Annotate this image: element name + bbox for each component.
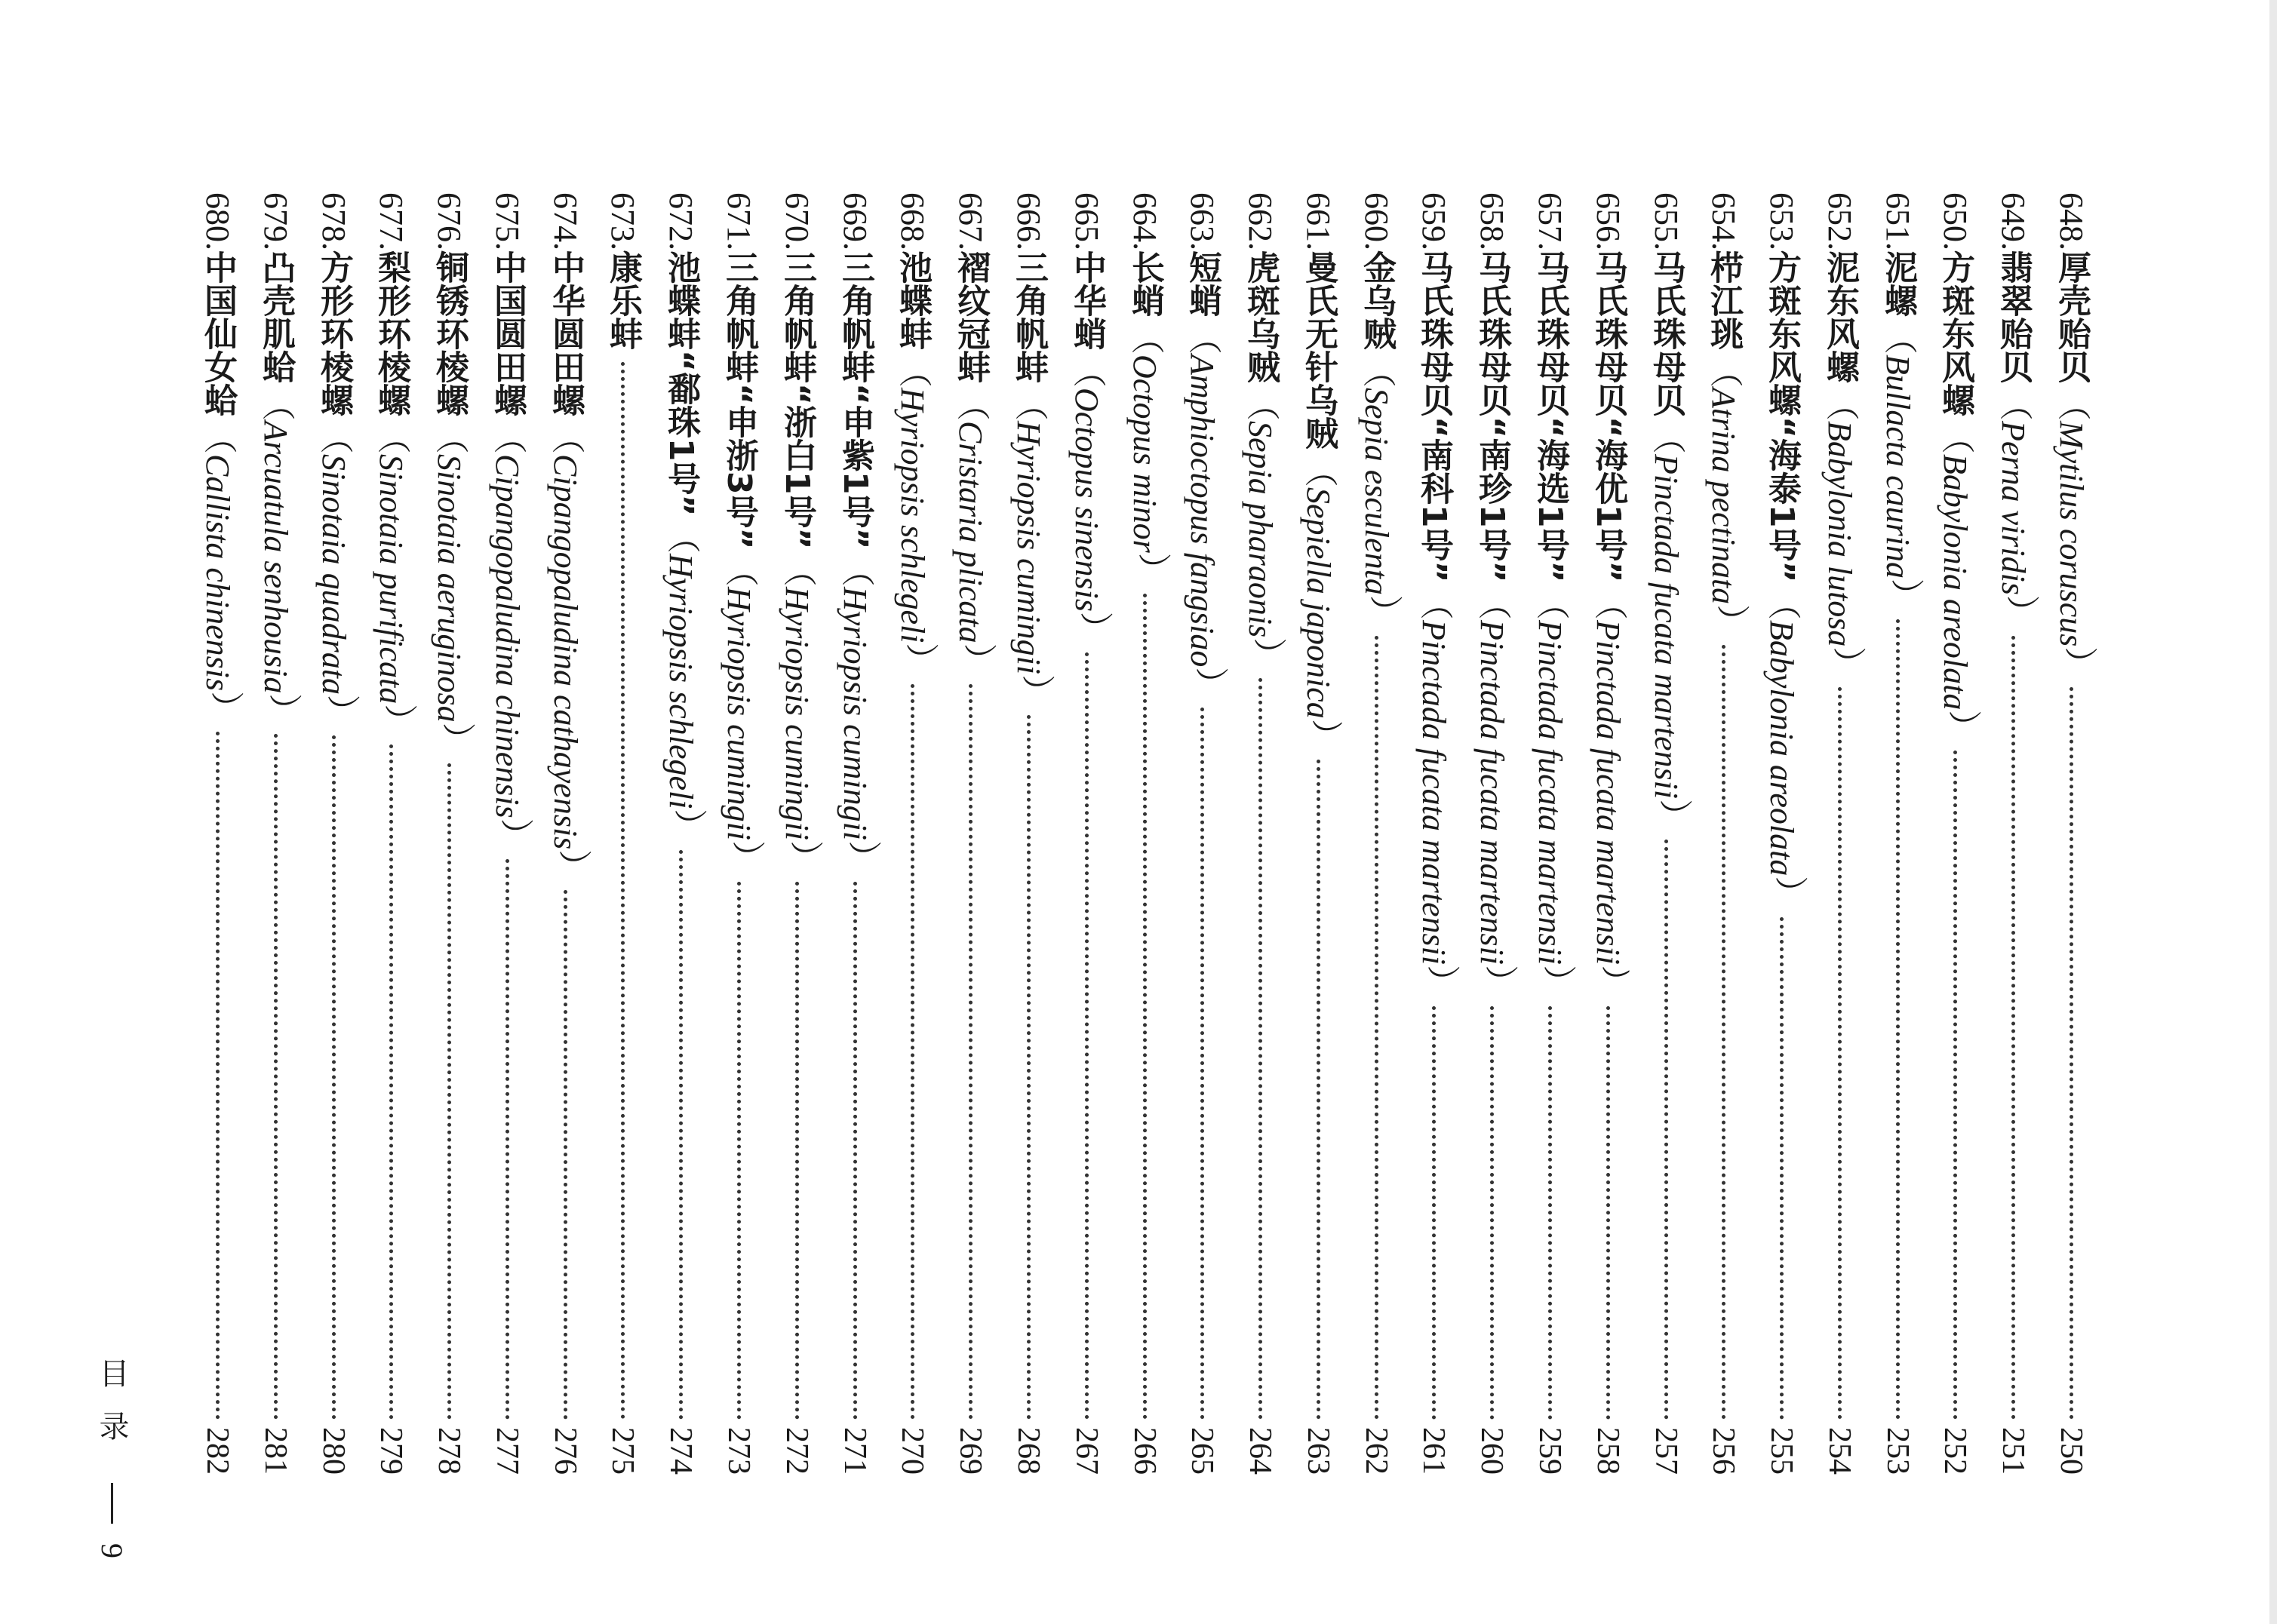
dot-leader: [621, 362, 625, 1420]
entry-scientific-name: （Hyriopsis schlegeli）: [662, 520, 699, 843]
dot-leader: [216, 732, 220, 1420]
dot-leader: [1722, 645, 1725, 1420]
entry-number: 680.: [199, 192, 236, 250]
dot-leader: [1780, 917, 1784, 1420]
entry-page-number: 272: [779, 1427, 814, 1475]
entry-page-number: 252: [1937, 1427, 1972, 1475]
entry-number: 667.: [952, 192, 989, 250]
dot-leader: [447, 763, 451, 1420]
entry-title: 栉江珧: [1704, 250, 1743, 350]
entry-title: 方斑东风螺“海泰1号”: [1762, 250, 1801, 583]
entry-page-number: 258: [1590, 1427, 1625, 1475]
entry-scientific-name: （Mytilus coruscus）: [2053, 388, 2090, 680]
entry-page-number: 278: [432, 1427, 466, 1475]
entry-scientific-name: （Sinotaia purificata）: [373, 421, 410, 738]
entry-title: 马氏珠母贝: [1647, 250, 1685, 416]
entry-page-number: 268: [1011, 1427, 1046, 1475]
entry-title: 长蛸: [1126, 250, 1164, 317]
entry-title: 泥螺: [1879, 250, 1917, 317]
entry-scientific-name: （Perna viridis）: [1995, 388, 2032, 628]
toc-entry[interactable]: [483, 192, 531, 1475]
entry-number: 661.: [1300, 192, 1337, 250]
page-footer: [91, 1358, 134, 1558]
dot-leader: [1375, 636, 1378, 1420]
entry-page-number: 276: [548, 1427, 582, 1475]
entry-scientific-name: （Atrina pectinata）: [1705, 355, 1742, 638]
entry-number: 665.: [1068, 192, 1105, 250]
entry-page-number: 279: [373, 1427, 408, 1475]
toc-entry[interactable]: [425, 192, 473, 1475]
entry-scientific-name: （Cipangopaludina chinensis）: [489, 421, 526, 852]
page-number: 9: [95, 1543, 129, 1558]
entry-page-number: 269: [953, 1427, 988, 1475]
entry-scientific-name: （Bullacta caurina）: [1879, 321, 1916, 612]
toc-entry[interactable]: [1584, 192, 1632, 1475]
toc-entry[interactable]: [888, 192, 936, 1475]
entry-page-number: 265: [1185, 1427, 1219, 1475]
entry-number: 650.: [1937, 192, 1974, 250]
toc-entry[interactable]: [541, 192, 589, 1475]
entry-page-number: 280: [316, 1427, 351, 1475]
entry-page-number: 261: [1416, 1427, 1451, 1475]
entry-scientific-name: （Pinctada fucata martensii）: [1473, 587, 1510, 999]
entry-title: 康乐蚌: [604, 250, 642, 350]
dot-leader: [911, 684, 914, 1420]
toc-entry[interactable]: [1699, 192, 1747, 1475]
toc-entry[interactable]: [1120, 192, 1169, 1475]
entry-title: 三角帆蚌: [1009, 250, 1048, 383]
entry-scientific-name: （Hyriopsis cumingii）: [721, 554, 757, 874]
dot-leader: [1953, 751, 1957, 1420]
entry-scientific-name: （Babylonia lutosa）: [1821, 388, 1858, 680]
dot-leader: [853, 882, 857, 1420]
dot-leader: [564, 890, 567, 1420]
entry-number: 649.: [1995, 192, 2032, 250]
entry-title: 池蝶蚌“鄱珠1号”: [662, 250, 700, 517]
entry-number: 668.: [894, 192, 931, 250]
entry-number: 662.: [1242, 192, 1279, 250]
entry-page-number: 257: [1649, 1427, 1683, 1475]
entry-number: 677.: [373, 192, 410, 250]
entry-scientific-name: （Sepia esculenta）: [1358, 355, 1395, 628]
entry-scientific-name: （Pinctada fucata martensii）: [1532, 587, 1569, 999]
dot-leader: [1896, 619, 1900, 1420]
entry-number: 666.: [1010, 192, 1047, 250]
entry-page-number: 267: [1069, 1427, 1104, 1475]
entry-page-number: 282: [200, 1427, 235, 1475]
entry-title: 马氏珠母贝“南珍1号”: [1473, 250, 1511, 583]
entry-title: 中国圆田螺: [488, 250, 527, 416]
entry-scientific-name: （Amphioctopus fangsiao）: [1184, 321, 1221, 701]
entry-page-number: 251: [1996, 1427, 2030, 1475]
entry-title: 中国仙女蛤: [198, 250, 237, 416]
entry-scientific-name: （Pinctada fucata martensii）: [1648, 421, 1685, 833]
entry-title: 方形环棱螺: [315, 250, 353, 416]
entry-scientific-name: （Cipangopaludina cathayensis）: [547, 421, 584, 883]
entry-title: 厚壳贻贝: [2052, 250, 2091, 383]
entry-page-number: 250: [2054, 1427, 2088, 1475]
dot-leader: [737, 882, 741, 1420]
dot-leader: [1027, 715, 1031, 1420]
toc-entry[interactable]: [831, 192, 879, 1475]
dot-leader: [1317, 760, 1320, 1420]
toc-entry[interactable]: [1409, 192, 1458, 1475]
entry-title: 翡翠贻贝: [1994, 250, 2033, 383]
entry-title: 三角帆蚌“申紫1号”: [836, 250, 874, 550]
toc-entry[interactable]: [1642, 192, 1690, 1475]
entry-page-number: 253: [1880, 1427, 1915, 1475]
entry-title: 马氏珠母贝“海优1号”: [1589, 250, 1627, 583]
entry-scientific-name: （Hyriopsis cumingii）: [779, 554, 816, 874]
entry-title: 方斑东风螺: [1936, 250, 1974, 416]
entry-title: 梨形环棱螺: [372, 250, 410, 416]
entry-scientific-name: （Cristaria plicata）: [952, 388, 989, 677]
entry-title: 池蝶蚌: [893, 250, 932, 350]
dot-leader: [2011, 636, 2015, 1420]
entry-page-number: 270: [895, 1427, 930, 1475]
entry-number: 675.: [489, 192, 526, 250]
toc-entry[interactable]: [1757, 192, 1805, 1475]
dot-leader: [1838, 687, 1842, 1420]
footer-divider: [111, 1483, 113, 1524]
entry-scientific-name: （Babylonia areolata）: [1763, 587, 1800, 910]
dot-leader: [1664, 840, 1668, 1420]
entry-title: 三角帆蚌“浙白1号”: [778, 250, 816, 550]
entry-page-number: 281: [258, 1427, 293, 1475]
page-edge-shadow: [2269, 0, 2277, 1624]
toc-entry[interactable]: [367, 192, 415, 1475]
entry-title: 中华圆田螺: [546, 250, 585, 416]
entry-number: 663.: [1184, 192, 1221, 250]
entry-page-number: 274: [663, 1427, 698, 1475]
entry-number: 657.: [1532, 192, 1569, 250]
entry-page-number: 271: [837, 1427, 872, 1475]
toc-entry[interactable]: [714, 192, 763, 1475]
entry-number: 658.: [1473, 192, 1510, 250]
dot-leader: [505, 859, 509, 1420]
toc-entry[interactable]: [1236, 192, 1284, 1475]
dot-leader: [1432, 1006, 1436, 1420]
entry-scientific-name: （Pinctada fucata martensii）: [1590, 587, 1627, 999]
toc-entry[interactable]: [1062, 192, 1111, 1475]
entry-number: 659.: [1415, 192, 1452, 250]
entry-scientific-name: （Arcuatula senhousia）: [257, 388, 294, 727]
entry-number: 672.: [662, 192, 699, 250]
entry-number: 651.: [1879, 192, 1916, 250]
dot-leader: [274, 734, 278, 1420]
entry-number: 655.: [1648, 192, 1685, 250]
section-label: 目录: [94, 1358, 129, 1463]
entry-scientific-name: （Sepia pharaonis）: [1242, 388, 1279, 671]
entry-scientific-name: （Sepiella japonica）: [1300, 454, 1337, 752]
entry-number: 670.: [779, 192, 816, 250]
toc-entry[interactable]: [946, 192, 994, 1475]
toc-entry[interactable]: [1467, 192, 1516, 1475]
entry-title: 三角帆蚌“申浙3号”: [720, 250, 758, 550]
entry-number: 678.: [315, 192, 352, 250]
dot-leader: [1606, 1006, 1610, 1420]
toc-entry[interactable]: [1178, 192, 1226, 1475]
entry-page-number: 264: [1243, 1427, 1277, 1475]
entry-title: 虎斑乌贼: [1241, 250, 1280, 383]
dot-leader: [1200, 708, 1204, 1420]
entry-title: 曼氏无针乌贼: [1299, 250, 1338, 450]
toc-entry[interactable]: [1352, 192, 1400, 1475]
entry-page-number: 254: [1822, 1427, 1857, 1475]
entry-scientific-name: （Hyriopsis cumingii）: [1010, 388, 1047, 708]
toc-entry[interactable]: [1526, 192, 1574, 1475]
dot-leader: [1490, 1006, 1494, 1420]
entry-page-number: 259: [1532, 1427, 1567, 1475]
entry-number: 648.: [2053, 192, 2090, 250]
entry-title: 褶纹冠蚌: [951, 250, 990, 383]
toc-entry[interactable]: [1004, 192, 1052, 1475]
entry-page-number: 263: [1301, 1427, 1335, 1475]
entry-number: 679.: [257, 192, 294, 250]
toc-entry[interactable]: [1815, 192, 1864, 1475]
entry-number: 656.: [1590, 192, 1627, 250]
dot-leader: [1258, 678, 1262, 1420]
entry-scientific-name: （Octopus sinensis）: [1068, 355, 1105, 645]
entry-number: 671.: [721, 192, 757, 250]
entry-number: 676.: [431, 192, 468, 250]
entry-page-number: 277: [490, 1427, 524, 1475]
dot-leader: [2070, 687, 2073, 1420]
entry-page-number: 256: [1706, 1427, 1741, 1475]
entry-page-number: 275: [605, 1427, 640, 1475]
entry-number: 652.: [1821, 192, 1858, 250]
entry-scientific-name: （Octopus minor）: [1126, 321, 1163, 586]
entry-number: 674.: [547, 192, 584, 250]
entry-scientific-name: （Sinotaia quadrata）: [315, 421, 352, 729]
dot-leader: [389, 744, 393, 1420]
entry-title: 马氏珠母贝“南科1号”: [1415, 250, 1453, 583]
entry-title: 铜锈环棱螺: [430, 250, 469, 416]
entry-page-number: 273: [721, 1427, 756, 1475]
dot-leader: [1085, 652, 1089, 1420]
entry-title: 泥东风螺: [1821, 250, 1859, 383]
entry-scientific-name: （Hyriopsis schlegeli）: [894, 355, 931, 677]
toc-entry[interactable]: [251, 192, 300, 1475]
entry-number: 664.: [1126, 192, 1163, 250]
toc-entry[interactable]: [2047, 192, 2095, 1475]
entry-page-number: 260: [1474, 1427, 1509, 1475]
entry-scientific-name: （Hyriopsis cumingii）: [837, 554, 874, 874]
dot-leader: [1548, 1006, 1552, 1420]
entry-scientific-name: （Pinctada fucata martensii）: [1415, 587, 1452, 999]
entry-title: 马氏珠母贝“海选1号”: [1531, 250, 1569, 583]
entry-number: 654.: [1705, 192, 1742, 250]
entry-number: 673.: [604, 192, 641, 250]
toc-entry[interactable]: [656, 192, 705, 1475]
dot-leader: [1143, 594, 1147, 1420]
entry-number: 660.: [1358, 192, 1395, 250]
toc-entry[interactable]: [598, 192, 647, 1475]
entry-page-number: 255: [1764, 1427, 1799, 1475]
entry-scientific-name: （Babylonia areolata）: [1937, 421, 1974, 744]
entry-number: 669.: [837, 192, 874, 250]
toc-entry[interactable]: [309, 192, 358, 1475]
entry-title: 短蛸: [1183, 250, 1221, 317]
entry-scientific-name: （Sinotaia aeruginosa）: [431, 421, 468, 756]
entry-scientific-name: （Callista chinensis）: [199, 421, 236, 725]
toc-entry[interactable]: [1294, 192, 1342, 1475]
toc-entry[interactable]: [1931, 192, 1979, 1475]
entry-title: 凸壳肌蛤: [257, 250, 295, 383]
entry-title: 中华蛸: [1068, 250, 1106, 350]
entry-page-number: 262: [1359, 1427, 1394, 1475]
entry-title: 金乌贼: [1357, 250, 1396, 350]
entry-number: 653.: [1763, 192, 1800, 250]
toc-entry[interactable]: [773, 192, 821, 1475]
toc-entry[interactable]: [1989, 192, 2037, 1475]
dot-leader: [969, 684, 973, 1420]
dot-leader: [679, 850, 683, 1420]
entry-page-number: 266: [1127, 1427, 1162, 1475]
toc-entry[interactable]: [193, 192, 241, 1475]
dot-leader: [332, 735, 336, 1420]
dot-leader: [795, 882, 799, 1420]
toc-entry[interactable]: [1873, 192, 1922, 1475]
